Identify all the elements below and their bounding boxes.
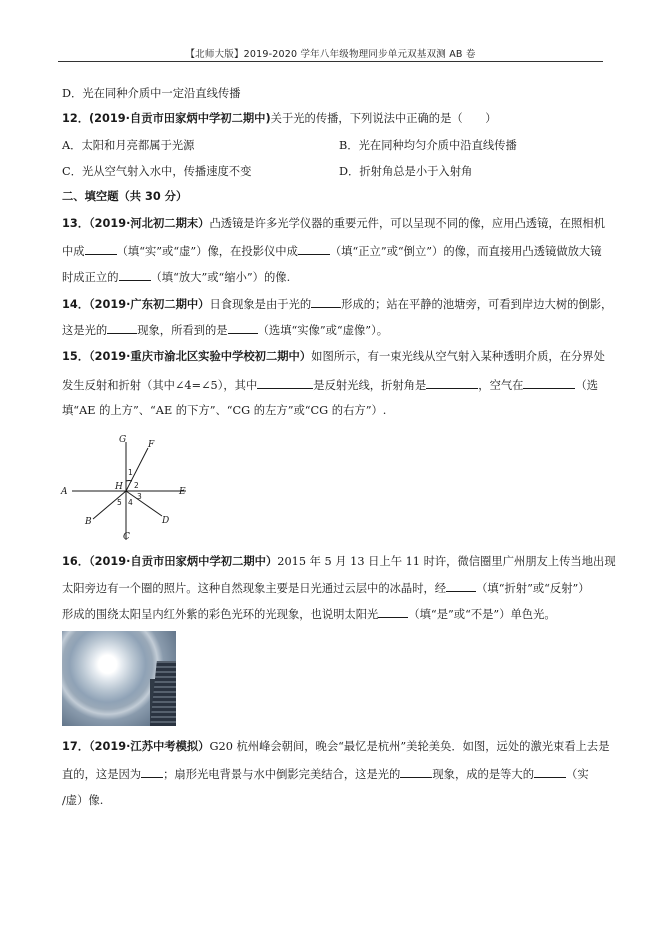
q16-text-3b: （填“是”或“不是”）单色光。	[408, 608, 556, 621]
q12-source: 12．(2019·自贡市田家炳中学初二期中)	[62, 112, 271, 125]
q15-text-2d: （选	[575, 379, 599, 392]
q16-source: 16．（2019·自贡市田家炳中学初二期中）	[62, 555, 278, 568]
header-rule	[58, 61, 603, 62]
q14-blank-3[interactable]	[228, 323, 258, 334]
label-h: H	[115, 482, 123, 492]
q15-blank-2[interactable]	[426, 378, 478, 389]
q17-text-1: G20 杭州峰会朝间，晚会“最忆是杭州”美轮美奂．如图，远处的激光束看上去是	[209, 740, 610, 753]
q16-blank-2[interactable]	[378, 607, 408, 618]
q13-blank-2[interactable]	[298, 244, 330, 255]
q13-text-2c: （填“正立”或“倒立”）的像，而直接用凸透镜做放大镜	[329, 245, 602, 258]
sun-halo-photo	[62, 631, 176, 726]
q12-text: 关于光的传播，下列说法中正确的是（ ）	[270, 112, 497, 125]
q17-line1	[62, 740, 610, 754]
q17-line3: /虚）像.	[62, 794, 104, 807]
q11-option-d: D．光在同种介质中一定沿直线传播	[62, 87, 241, 100]
q12-options-cd	[62, 165, 603, 179]
photo-building	[150, 661, 176, 726]
q17-text-2c: 现象，成的是等大的	[432, 768, 535, 781]
q15-text-2b: 是反射光线，折射角是	[313, 379, 427, 392]
q13-blank-1[interactable]	[85, 244, 117, 255]
label-b: B	[85, 517, 92, 527]
q13-text-1: 凸透镜是许多光学仪器的重要元件，可以呈现不同的像，应用凸透镜，在照相机	[209, 217, 605, 230]
q17-blank-1[interactable]	[141, 767, 163, 778]
q14-source: 14．（2019·广东初二期中）	[62, 298, 210, 311]
q16-line1	[62, 555, 616, 569]
q17-source: 17．（2019·江苏中考模拟）	[62, 740, 210, 753]
angle-label-4: 4	[128, 498, 133, 507]
angle-label-5: 5	[117, 498, 122, 507]
q14-text-2c: （选填“实像”或“虚像”）。	[257, 324, 389, 337]
q17-text-2a: 直的，这是因为	[62, 768, 142, 781]
q14-blank-1[interactable]	[311, 297, 341, 308]
q13-text-2b: （填“实”或“虚”）像，在投影仪中成	[116, 245, 298, 258]
q13-blank-3[interactable]	[119, 270, 151, 281]
q13-line1	[62, 217, 603, 231]
q16-blank-1[interactable]	[446, 581, 476, 592]
q12-options-ab	[62, 139, 603, 153]
q13-line3	[62, 270, 603, 285]
q17-blank-2[interactable]	[400, 767, 432, 778]
label-a: A	[61, 487, 68, 497]
section-title	[62, 190, 603, 204]
q14-line2	[62, 323, 603, 338]
q13-line2	[62, 244, 603, 259]
q15-line3: 填“AE 的上方”、“AE 的下方”、“CG 的左方”或“CG 的右方”）.	[62, 404, 387, 417]
q13-source: 13．（2019·河北初二期末）	[62, 217, 210, 230]
q15-line1	[62, 350, 603, 364]
q16-line2	[62, 581, 603, 596]
label-g: G	[119, 435, 127, 445]
q17-blank-3[interactable]	[534, 767, 566, 778]
q12-option-d: D．折射角总是小于入射角	[339, 165, 473, 178]
angle-label-1: 1	[128, 468, 133, 477]
q13-text-3b: （填“放大”或“缩小”）的像.	[150, 271, 291, 284]
q14-line1	[62, 297, 613, 312]
q14-blank-2[interactable]	[107, 323, 137, 334]
q17-text-2b: ；扇形光电背景与水中倒影完美结合，这是光的	[163, 768, 401, 781]
q15-text-2c: ，空气在	[478, 379, 524, 392]
label-f: F	[148, 440, 155, 450]
q13-text-2a: 中成	[62, 245, 85, 258]
q13-text-3a: 时成正立的	[62, 271, 119, 284]
q16-line3	[62, 607, 603, 622]
q16-text-2a: 太阳旁边有一个圈的照片。这种自然现象主要是日光通过云层中的冰晶时，经	[62, 582, 447, 595]
label-c: C	[123, 532, 130, 542]
q15-blank-3[interactable]	[523, 378, 575, 389]
q12-option-c: C．光从空气射入水中，传播速度不变	[62, 165, 252, 178]
angle-label-2: 2	[134, 481, 139, 490]
page-header: 【北师大版】2019-2020 学年八年级物理同步单元双基双测 AB 卷	[185, 49, 476, 60]
q16-text-2b: （填“折射”或“反射”）	[476, 582, 590, 595]
label-d: D	[162, 516, 170, 526]
q14-text-1b: 形成的；站在平静的池塘旁，可看到岸边大树的倒影，	[341, 298, 613, 311]
q15-text-1: 如图所示，有一束光线从空气射入某种透明介质，在分界处	[311, 350, 605, 363]
q17-text-2d: （实	[566, 768, 589, 781]
q14-text-1a: 日食现象是由于光的	[209, 298, 312, 311]
q17-line2	[62, 767, 603, 782]
q15-text-2a: 发生反射和折射（其中∠4=∠5），其中	[62, 379, 258, 392]
light-ray-diagram	[58, 432, 198, 542]
q14-text-2b: 现象，所看到的是	[137, 324, 228, 337]
label-e: E	[179, 487, 186, 497]
q12-option-a: A．太阳和月亮都属于光源	[62, 139, 195, 152]
section-title-text: 二、填空题（共 30 分）	[62, 190, 188, 203]
q12-stem	[62, 112, 603, 126]
q15-blank-1[interactable]	[257, 378, 313, 389]
q15-line2	[62, 378, 603, 393]
angle-label-3: 3	[137, 492, 142, 501]
q16-text-3a: 形成的围绕太阳呈内红外紫的彩色光环的光现象，也说明太阳光	[62, 608, 379, 621]
q16-text-1: 2015 年 5 月 13 日上午 11 时许，微信圈里广州朋友上传当地出现	[277, 555, 616, 568]
q14-text-2a: 这是光的	[62, 324, 108, 337]
q12-option-b: B．光在同种均匀介质中沿直线传播	[339, 139, 517, 152]
q15-source: 15．（2019·重庆市渝北区实验中学校初二期中）	[62, 350, 312, 363]
